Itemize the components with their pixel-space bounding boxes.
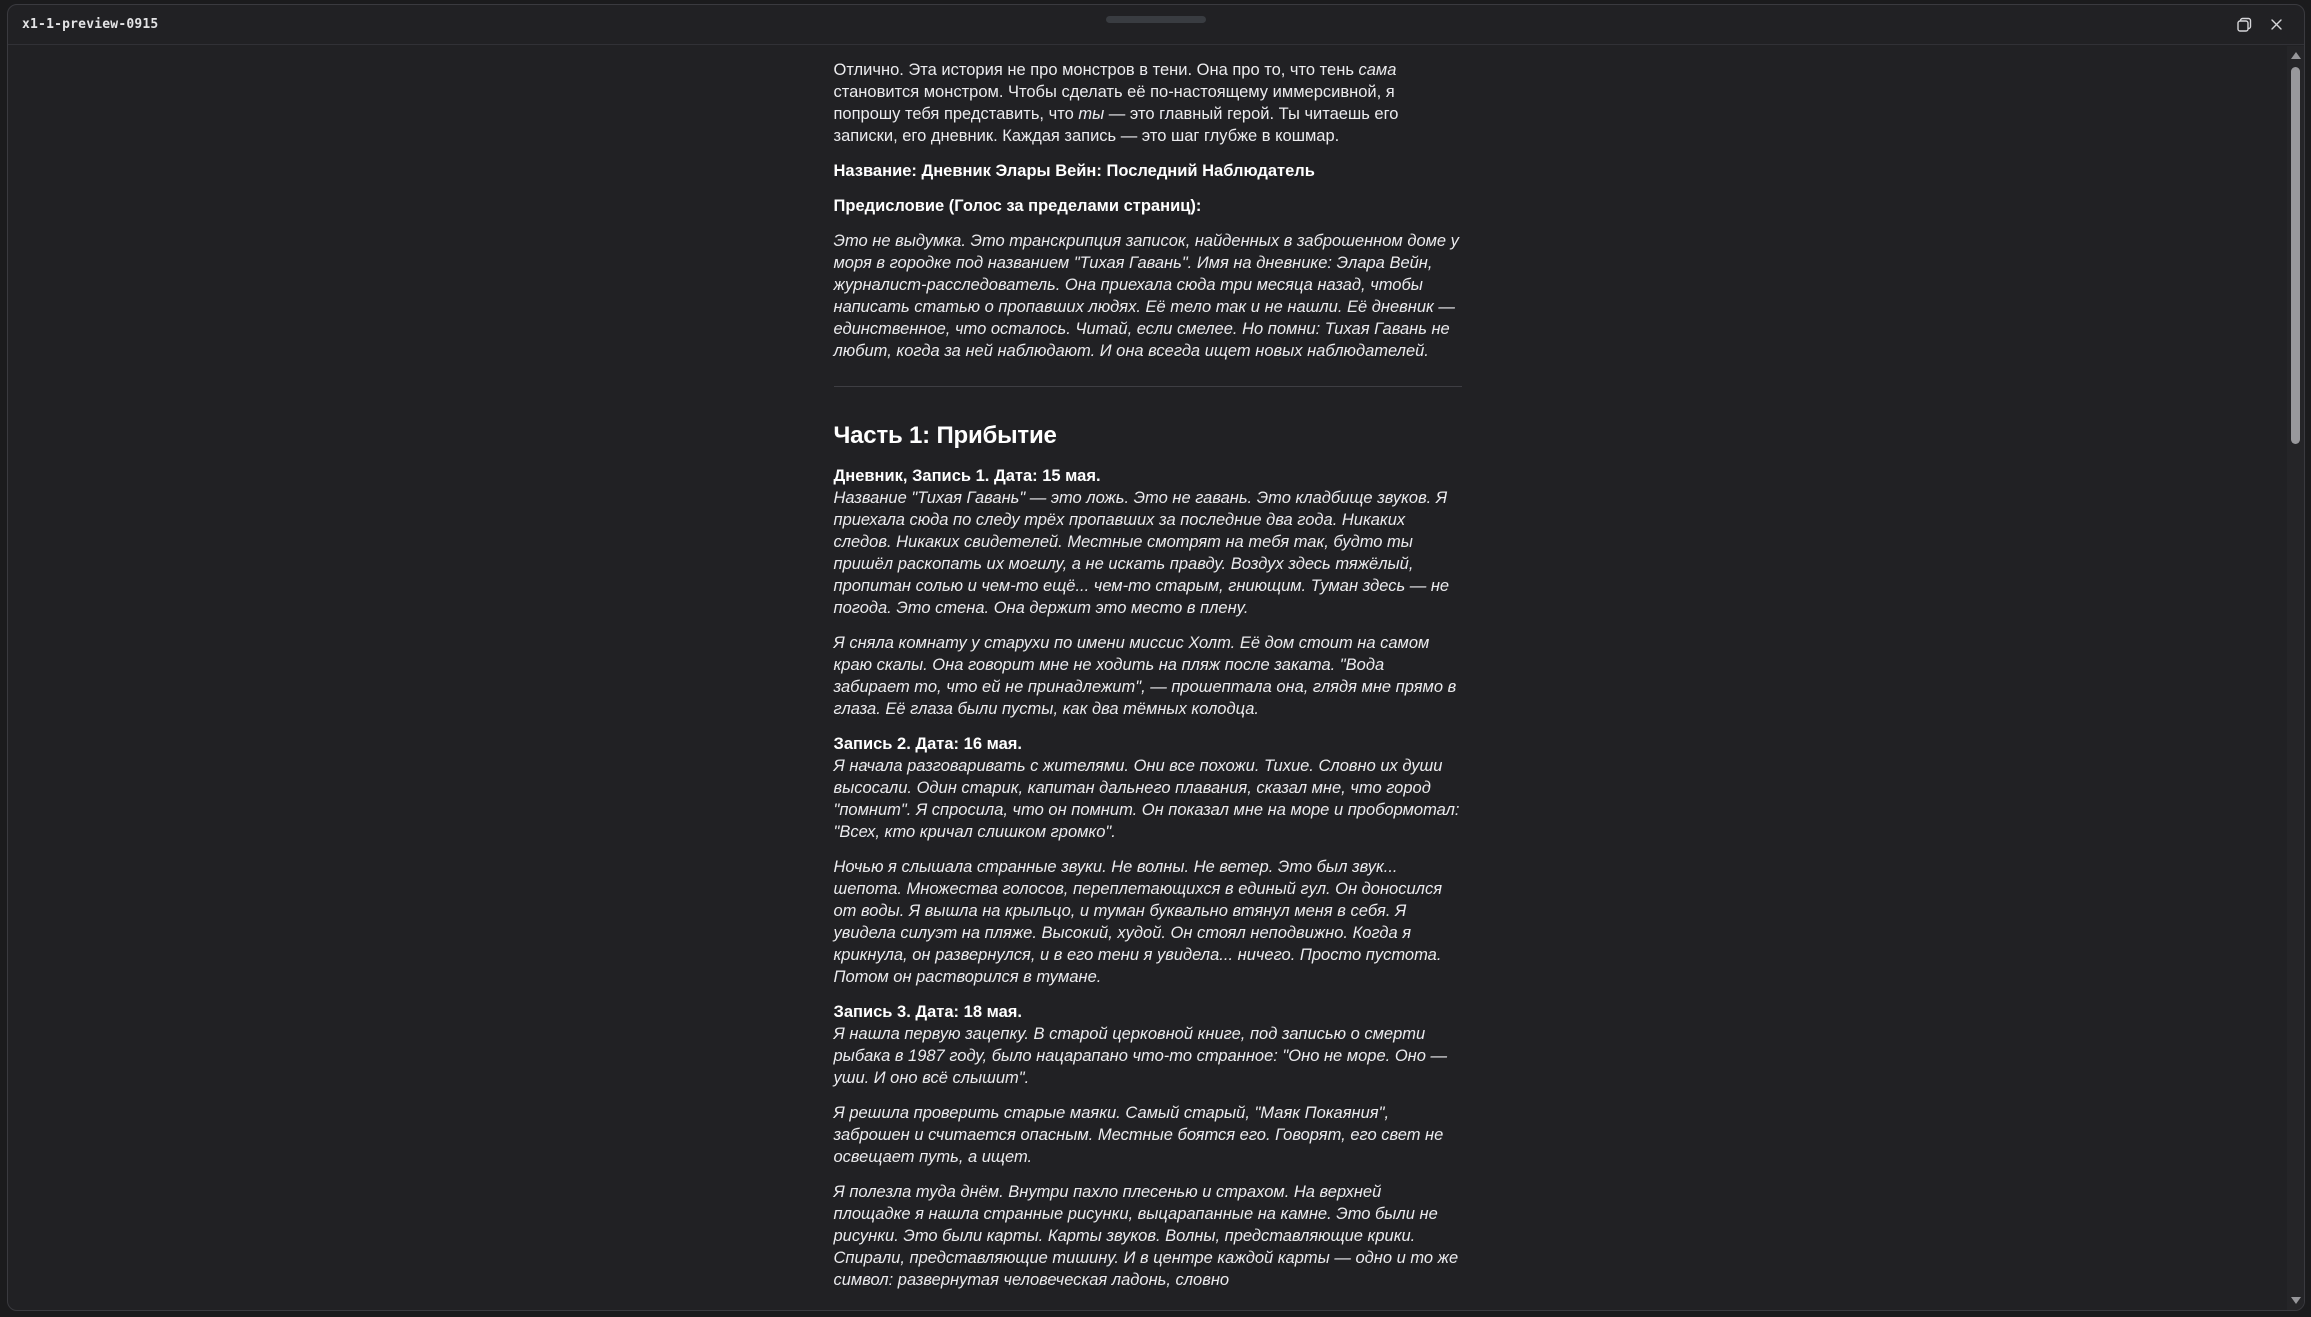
text-run: Я решила проверить старые маяки. Самый старый, "Маяк Покаяния", заброшен и считается опасным. Местные боятся его. Говорят, его свет не освещает путь, а ищет. <box>833 1104 1444 1166</box>
text-run: — это главный герой. Ты читаешь его записки, его дневник. Каждая запись — это шаг глубже в кошмар. <box>833 105 1399 145</box>
doc-heading <box>834 421 1462 451</box>
window-title: x1-1-preview-0915 <box>22 17 159 32</box>
document <box>834 59 1462 1291</box>
triangle-up-icon[interactable] <box>2291 52 2301 59</box>
text-run: становится монстром. Чтобы сделать её по-настоящему иммерсивной, я попрошу тебя представить, что <box>833 83 1395 123</box>
doc-paragraph <box>834 59 1462 147</box>
scrollbar[interactable] <box>2287 46 2304 1310</box>
text-run: Это не выдумка. Это транскрипция записок, найденных в заброшенном доме у моря в городке под названием "Тихая Гавань". Имя на дневнике: Элара Вейн, журналист-расследователь. Она приехала сюда три месяца назад, чтобы написать статью о пропавших людях. Её тело так и не нашли. Её дневник — единственное, что осталось. Читай, если смелее. Но помни: Тихая Гавань не любит, когда за ней наблюдают. И она всегда ищет новых наблюдателей. <box>833 232 1459 360</box>
doc-paragraph <box>834 160 1462 182</box>
doc-paragraph <box>834 195 1462 217</box>
text-run: Часть 1: Прибытие <box>833 422 1057 449</box>
document-scroll-area[interactable] <box>8 46 2287 1310</box>
copy-button[interactable] <box>2232 13 2256 37</box>
doc-paragraph <box>834 1102 1462 1168</box>
text-run: ты <box>1078 105 1105 123</box>
text-run: Я полезла туда днём. Внутри пахло плесенью и страхом. На верхней площадке я нашла странные рисунки, выцарапанные на камне. Это были не рисунки. Это были карты. Карты звуков. Волны, представляющие крики. Спирали, представляющие тишину. И в центре каждой карты — одно и то же символ: развернутая человеческая ладонь, словно <box>833 1183 1459 1289</box>
text-run: Я сняла комнату у старухи по имени миссис Холт. Её дом стоит на самом краю скалы. Она говорит мне не ходить на пляж после заката. "Вода забирает то, что ей не принадлежит", — прошептала она, глядя мне прямо в глаза. Её глаза были пусты, как два тёмных колодца. <box>833 634 1457 718</box>
text-run: Дневник, Запись 1. Дата: 15 мая. <box>833 467 1101 485</box>
copy-icon <box>2236 16 2253 33</box>
close-icon <box>2269 17 2284 32</box>
text-run: Ночью я слышала странные звуки. Не волны. Не ветер. Это был звук... шепота. Множества голосов, переплетающихся в единый гул. Он доносился от воды. Я вышла на крыльцо, и туман буквально втянул меня в себя. Я увидела силуэт на пляже. Высокий, худой. Он стоял неподвижно. Когда я крикнула, он развернулся, и в его тени я увидела... ничего. Просто пустота. Потом он растворился в тумане. <box>833 858 1443 986</box>
window-titlebar[interactable] <box>8 5 2304 45</box>
doc-divider <box>834 386 1462 387</box>
text-run: Название: Дневник Элары Вейн: Последний Наблюдатель <box>833 162 1315 180</box>
triangle-down-icon[interactable] <box>2291 1297 2301 1304</box>
text-run: Я нашла первую зацепку. В старой церковной книге, под записью о смерти рыбака в 1987 году, было нацарапано что-то странное: "Оно не море. Оно — уши. И оно всё слышит". <box>833 1025 1447 1087</box>
text-run: Запись 3. Дата: 18 мая. <box>833 1003 1022 1021</box>
doc-paragraph <box>834 1181 1462 1291</box>
text-run: Предисловие (Голос за пределами страниц): <box>833 197 1202 215</box>
text-run: Название "Тихая Гавань" — это ложь. Это не гавань. Это кладбище звуков. Я приехала сюда по следу трёх пропавших за последние два года. Никаких следов. Никаких свидетелей. Местные смотрят на тебя так, будто ты пришёл раскопать их могилу, а не искать правду. Воздух здесь тяжёлый, пропитан солью и чем-то ещё... чем-то старым, гниющим. Туман здесь — не погода. Это стена. Она держит это место в плену. <box>833 489 1450 617</box>
doc-paragraph <box>834 632 1462 720</box>
text-run: Отлично. Эта история не про монстров в тени. Она про то, что тень <box>833 61 1359 79</box>
window-controls <box>2232 13 2288 37</box>
doc-paragraph <box>834 465 1462 619</box>
text-run: Запись 2. Дата: 16 мая. <box>833 735 1022 753</box>
close-button[interactable] <box>2264 13 2288 37</box>
scrollbar-thumb[interactable] <box>2291 67 2300 444</box>
text-run: Я начала разговаривать с жителями. Они все похожи. Тихие. Словно их души высосали. Один старик, капитан дальнего плавания, сказал мне, что город "помнит". Я спросила, что он помнит. Он показал мне на море и пробормотал: "Всех, кто кричал слишком громко". <box>833 757 1460 841</box>
doc-paragraph <box>834 230 1462 362</box>
doc-paragraph <box>834 1001 1462 1089</box>
drag-handle-pill[interactable] <box>1106 16 1206 23</box>
doc-paragraph <box>834 856 1462 988</box>
doc-paragraph <box>834 733 1462 843</box>
text-run: сама <box>1358 61 1397 79</box>
preview-window <box>7 4 2305 1311</box>
